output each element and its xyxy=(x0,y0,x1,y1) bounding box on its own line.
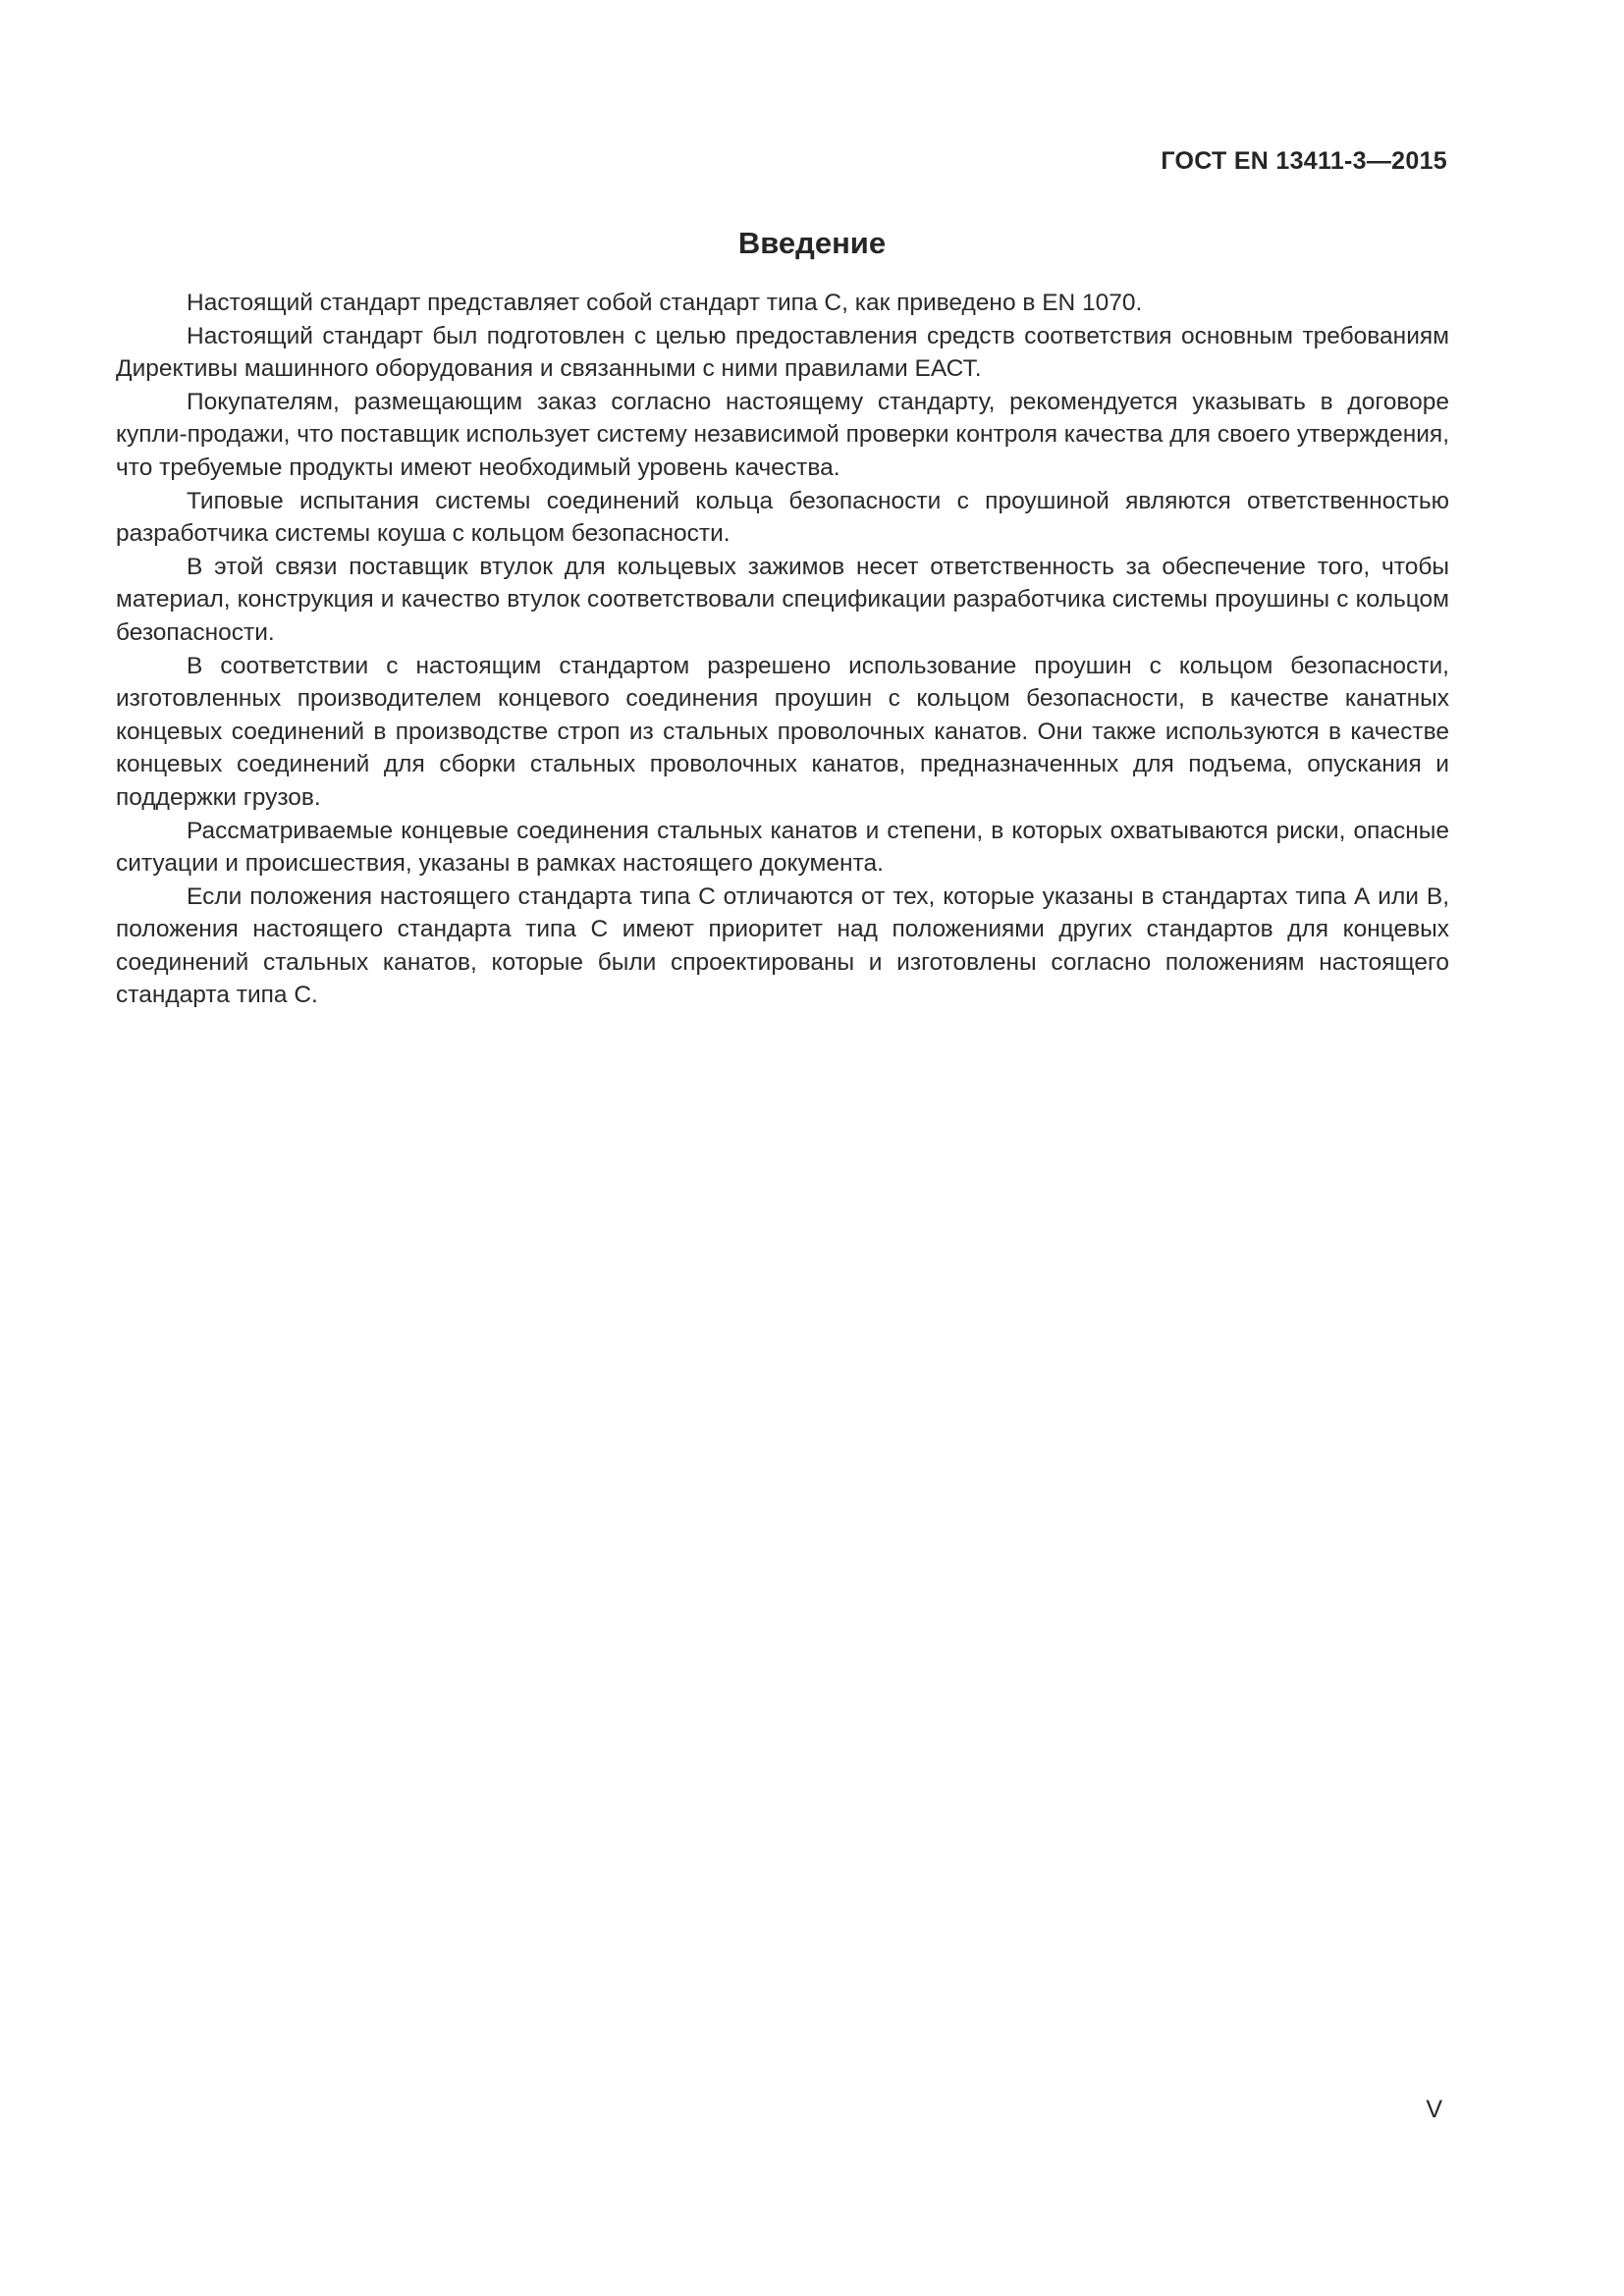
body-text xyxy=(116,287,1449,1012)
paragraph: Рассматриваемые концевые соединения стальных канатов и степени, в которых охватываются риски, опасные ситуации и происшествия, указаны в рамках настоящего документа. xyxy=(116,817,1449,878)
paragraph: Настоящий стандарт представляет собой стандарт типа С, как приведено в EN 1070. xyxy=(187,290,1143,316)
paragraph: Настоящий стандарт был подготовлен с целью предоставления средств соответствия основным требованиям Директивы машинного оборудования и связанными с ними правилами ЕАСТ. xyxy=(116,322,1449,383)
page-number: V xyxy=(1426,2096,1442,2123)
section-title: Введение xyxy=(737,226,887,260)
paragraph: Если положения настоящего стандарта типа С отличаются от тех, которые указаны в стандартах типа А или В, положения настоящего стандарта типа С имеют приоритет над положениями других стандартов для концевых соединений стальных канатов, которые были спроектированы и изготовлены согласно положениям настоящего стандарта типа С. xyxy=(116,882,1449,1009)
paragraph: В соответствии с настоящим стандартом разрешено использование проушин с кольцом безопасности, изготовленных производителем концевого соединения проушин с кольцом безопасности, в качестве канатных концевых соединений в производстве строп из стальных проволочных канатов. Они также используются в качестве концевых соединений для сборки стальных проволочных канатов, предназначенных для подъема, опускания и поддержки грузов. xyxy=(116,652,1449,811)
paragraph: В этой связи поставщик втулок для кольцевых зажимов несет ответственность за обеспечение того, чтобы материал, конструкция и качество втулок соответствовали спецификации разработчика системы проушины с кольцом безопасности. xyxy=(116,553,1449,646)
paragraph: Типовые испытания системы соединений кольца безопасности с проушиной являются ответственностью разработчика системы коуша с кольцом безопасности. xyxy=(116,487,1449,548)
document-code: ГОСТ EN 13411-3—2015 xyxy=(1161,147,1447,175)
paragraph: Покупателям, размещающим заказ согласно настоящему стандарту, рекомендуется указывать в договоре купли-продажи, что поставщик использует систему независимой проверки контроля качества для своего утверждения, что требуемые продукты имеют необходимый уровень качества. xyxy=(116,388,1449,481)
